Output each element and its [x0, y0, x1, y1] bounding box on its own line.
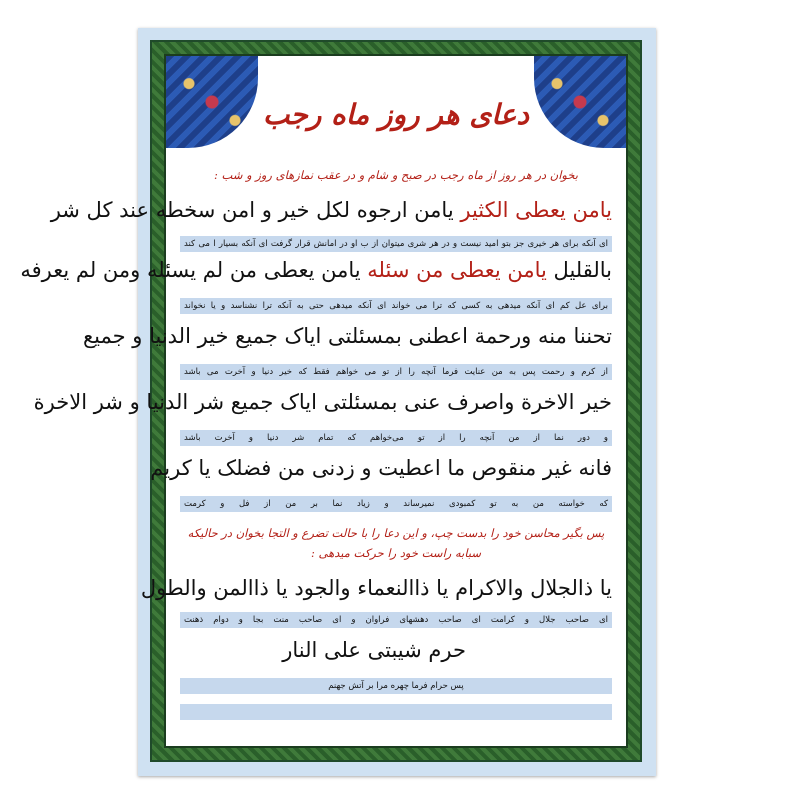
translation-line-1: ای آنکه برای هر خیری جز بتو امید نیست و در هر شری میتوان از ب او در امانش قرار گرفت ای آنکه بسیار ا می کند	[180, 236, 612, 252]
arabic-line-6: یا ذالجلال والاکرام یا ذاالنعماء والجود یا ذاالمن والطول	[140, 576, 612, 600]
arabic-line-4: خیر الاخرة واصرف عنی بمسئلتی ایاک جمیع شر الدنیا و شر الاخرة	[33, 390, 612, 414]
page-title: دعای هر روز ماه رجب	[263, 98, 529, 131]
translation-line-4: و دور نما از من آنچه را از تو می‌خواهم که تمام شر دنیا و آخرت باشد	[180, 430, 612, 446]
text-panel	[20, 54, 628, 748]
arabic-line-5: فانه غیر منقوص ما اعطیت و زدنی من فضلک یا کریم	[150, 456, 612, 480]
instruction-text-3: سبابه راست خود را حرکت میدهی :	[311, 546, 481, 560]
decorative-border	[20, 40, 642, 762]
translation-line-3: از کرم و رحمت پس به من عنایت فرما آنچه را از تو می خواهم فقط که خیر دنیا و آخرت می باشد	[180, 364, 612, 380]
translation-line-7: پس حرام فرما چهره مرا بر آتش جهنم	[180, 678, 612, 694]
prayer-card	[20, 28, 656, 776]
translation-line-5: که خواسته من به تو کمبودی نمیرساند و زیاد نما بر من از فل و کرمت	[180, 496, 612, 512]
instruction-text: بخوان در هر روز از ماه رجب در صبح و شام و در عقب نمازهای روز و شب :	[214, 168, 578, 182]
arabic-line-3: تحننا منه ورحمة اعطنی بمسئلتی ایاک جمیع خیر الدنیا و جمیع	[82, 324, 612, 348]
arabic-line-2: بالقلیل یامن یعطی من سئله یامن یعطی من لم یسئله ومن لم یعرفه	[20, 258, 612, 282]
instruction-text-2: پس بگیر محاسن خود را بدست چپ، و این دعا را با حالت تضرع و التجا بخوان در حالیکه	[187, 526, 605, 540]
translation-line-6: ای صاحب جلال و کرامت ای صاحب دهشهای فراوان و ای صاحب منت بجا و دوام ذهنت	[180, 612, 612, 628]
arabic-line-7: حرم شیبتی علی النار	[282, 638, 466, 662]
translation-line-2: برای عل کم ای آنکه میدهی به کسی که ترا می خواند ای آنکه میدهی حتی به آنکه ترا نشناسد و یا نخواند	[180, 298, 612, 314]
arabic-line-1: یامن یعطی الکثیر یامن ارجوه لکل خیر و امن سخطه عند کل شر	[50, 198, 612, 222]
blank-line	[180, 704, 612, 720]
